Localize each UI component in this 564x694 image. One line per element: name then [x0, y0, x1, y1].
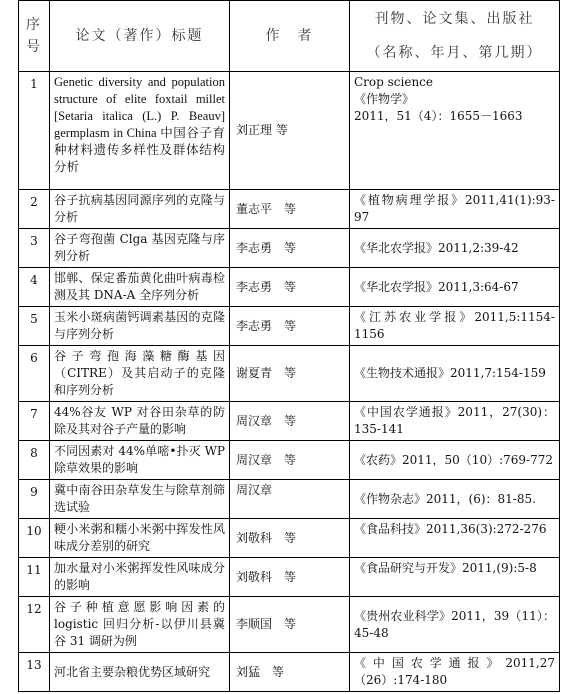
- row-title: 44%谷友 WP 对谷田杂草的防除及其对谷子产量的影响: [50, 402, 230, 441]
- row-title: Genetic diversity and population structure of elite foxtail millet [Setaria italica (L.) P. Beauv] germplasm in China 中国谷子育种材料遗传多样性及群体结构分析: [50, 72, 230, 190]
- row-number: 11: [19, 558, 50, 597]
- row-number: 8: [19, 441, 50, 480]
- header-row: [19, 1, 560, 72]
- table-row: [19, 72, 560, 190]
- row-author: 周汉章 等: [230, 441, 350, 480]
- row-publication: 《食品研究与开发》2011,(9):5-8: [350, 558, 560, 597]
- header-paper-title: 论文（著作）标题: [50, 1, 230, 72]
- row-number: 12: [19, 597, 50, 653]
- row-number: 6: [19, 346, 50, 402]
- row-author: 李志勇 等: [230, 268, 350, 307]
- publications-table: [18, 0, 560, 692]
- row-publication: 《食品科技》2011,36(3):272-276: [350, 519, 560, 558]
- row-author: 谢夏青 等: [230, 346, 350, 402]
- header-serial-number-text: 序 号: [26, 17, 42, 55]
- table-row: [19, 653, 560, 692]
- row-title: 谷子种植意愿影响因素的logistic 回归分析-以伊川县冀谷 31 调研为例: [50, 597, 230, 653]
- row-author: 李志勇 等: [230, 229, 350, 268]
- row-publication: 《中国农学通报》2011,27（26）:174-180: [350, 653, 560, 692]
- row-author: 刘猛 等: [230, 653, 350, 692]
- table-row: [19, 229, 560, 268]
- row-publication: 《华北农学报》2011,3:64-67: [350, 268, 560, 307]
- row-author: 刘正理 等: [230, 72, 350, 190]
- row-number: 13: [19, 653, 50, 692]
- row-publication: 《作物杂志》2011，(6)：81-85.: [350, 480, 560, 519]
- table-row: [19, 480, 560, 519]
- row-title: 河北省主要杂粮优势区域研究: [50, 653, 230, 692]
- table-row: [19, 268, 560, 307]
- row-title: 加水量对小米粥挥发性风味成分的影响: [50, 558, 230, 597]
- table-row: [19, 307, 560, 346]
- header-publication-text: 刊物、论文集、出版社 （名称、年月、第几期）: [366, 11, 543, 61]
- row-publication: 《江苏农业学报》2011,5:1154-1156: [350, 307, 560, 346]
- table-row: [19, 519, 560, 558]
- row-publication: 《农药》2011，50（10）:769-772: [350, 441, 560, 480]
- table-row: [19, 190, 560, 229]
- row-author: 周汉章: [230, 480, 350, 519]
- row-title: 不同因素对 44%单嘧•扑灭 WP 除草效果的影响: [50, 441, 230, 480]
- table-row: [19, 441, 560, 480]
- header-publication: [350, 1, 560, 72]
- row-number: 1: [19, 72, 50, 190]
- row-publication-text: Crop science 《作物学》 2011，51（4）：1655－1663: [354, 75, 523, 123]
- row-title: 玉米小斑病菌钙调素基因的克隆与序列分析: [50, 307, 230, 346]
- row-title: 粳小米粥和糯小米粥中挥发性风味成分差别的研究: [50, 519, 230, 558]
- row-author: 李顺国 等: [230, 597, 350, 653]
- row-title: 谷子抗病基因同源序列的克隆与分析: [50, 190, 230, 229]
- row-number: 7: [19, 402, 50, 441]
- header-author: 作 者: [230, 1, 350, 72]
- row-number: 9: [19, 480, 50, 519]
- table-row: [19, 346, 560, 402]
- row-number: 10: [19, 519, 50, 558]
- row-title: 谷子弯孢菌 Clga 基因克隆与序列分析: [50, 229, 230, 268]
- row-publication: 《华北农学报》2011,2:39-42: [350, 229, 560, 268]
- row-number: 5: [19, 307, 50, 346]
- row-publication: [350, 72, 560, 190]
- row-publication: 《中国农学通报》2011，27(30)：135-141: [350, 402, 560, 441]
- row-publication: 《生物技术通报》2011,7:154-159: [350, 346, 560, 402]
- row-number: 2: [19, 190, 50, 229]
- row-author: 周汉章 等: [230, 402, 350, 441]
- row-number: 4: [19, 268, 50, 307]
- table-body: [19, 72, 560, 692]
- table-row: [19, 558, 560, 597]
- table-header: [19, 1, 560, 72]
- row-publication: 《植物病理学报》2011,41(1):93-97: [350, 190, 560, 229]
- row-publication: 《贵州农业科学》2011，39（11）：45-48: [350, 597, 560, 653]
- row-author: 刘敬科 等: [230, 558, 350, 597]
- row-author: 李志勇 等: [230, 307, 350, 346]
- table-row: [19, 597, 560, 653]
- table-row: [19, 402, 560, 441]
- row-author: 刘敬科 等: [230, 519, 350, 558]
- row-title: 邯郸、保定番茄黄化曲叶病毒检测及其 DNA-A 全序列分析: [50, 268, 230, 307]
- row-title: 冀中南谷田杂草发生与除草剂筛选试验: [50, 480, 230, 519]
- row-number: 3: [19, 229, 50, 268]
- header-serial-number: [19, 1, 50, 72]
- row-title: 谷子弯孢海藻糖酶基因（CITRE）及其启动子的克隆和序列分析: [50, 346, 230, 402]
- row-author: 董志平 等: [230, 190, 350, 229]
